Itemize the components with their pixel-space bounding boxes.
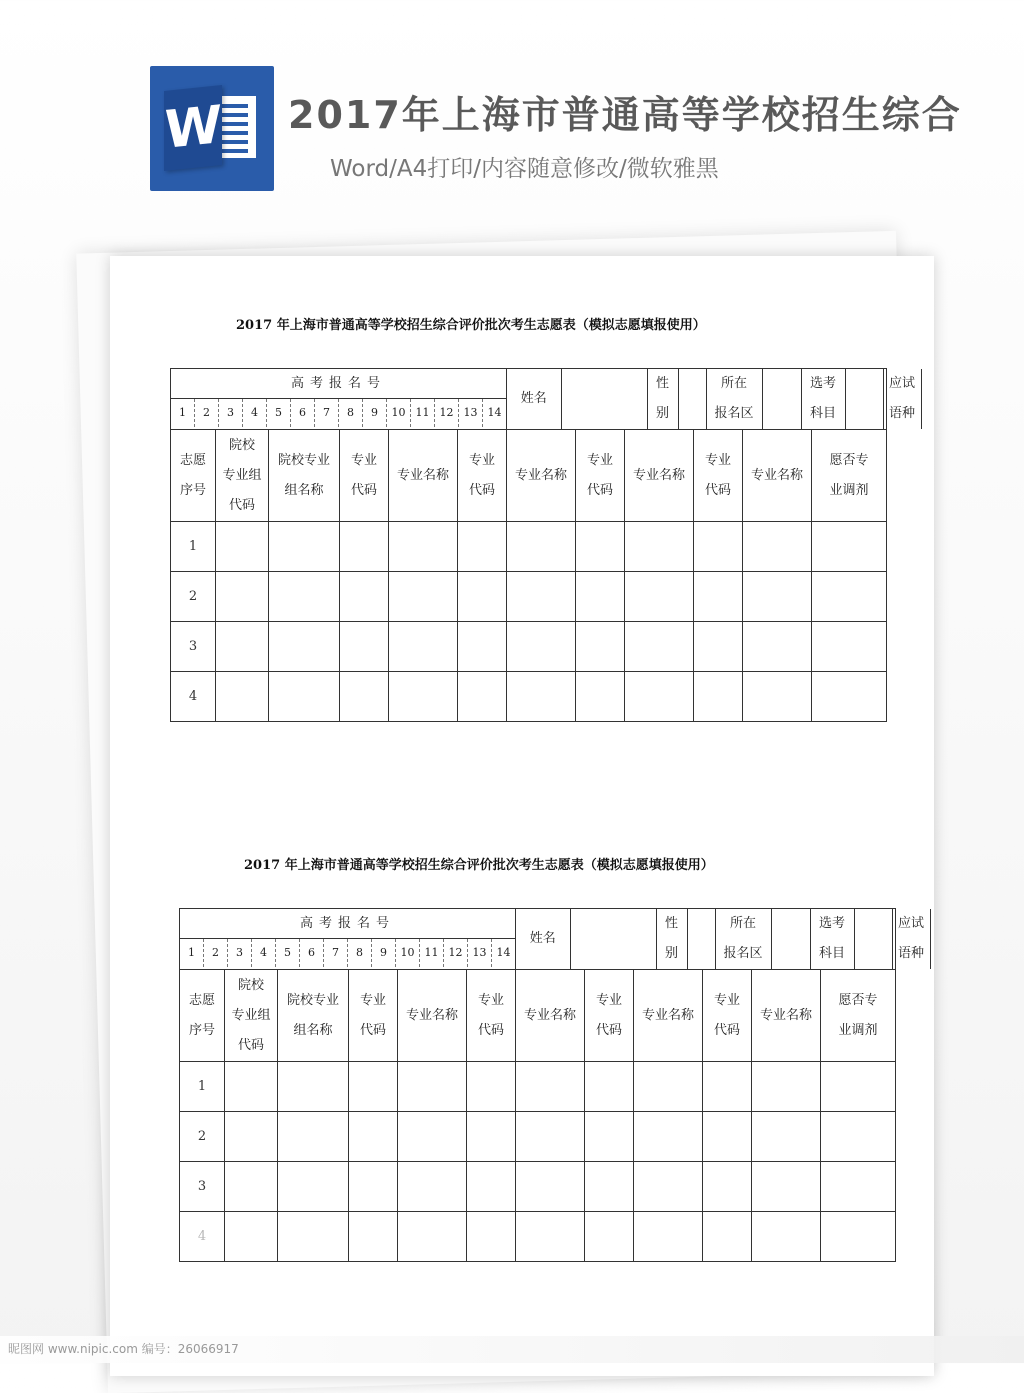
form-input-cell[interactable] <box>821 1212 896 1262</box>
exam-number-digit-boxes[interactable] <box>171 399 506 427</box>
form-input-cell[interactable] <box>507 622 576 672</box>
form-title: 2017 年上海市普通高等学校招生综合评价批次考生志愿表（模拟志愿填报使用） <box>236 318 706 333</box>
form-input-cell[interactable] <box>743 672 812 722</box>
col-major-name-header: 专业名称 <box>507 430 576 522</box>
form-input-cell[interactable] <box>398 1112 467 1162</box>
exam-digit-box[interactable]: 2 <box>204 939 228 967</box>
exam-digit-box[interactable]: 11 <box>420 939 444 967</box>
word-letter: W <box>164 85 222 171</box>
exam-digit-box[interactable]: 2 <box>195 399 219 427</box>
exam-digit-box[interactable]: 3 <box>228 939 252 967</box>
applicant-details-cell <box>516 909 924 970</box>
subject-input[interactable] <box>845 369 883 429</box>
district-label: 所在 报名区 <box>706 369 762 429</box>
district-input[interactable] <box>762 369 801 429</box>
exam-number-digit-boxes[interactable] <box>180 939 515 967</box>
form-input-cell[interactable] <box>752 1062 821 1112</box>
col-group-code-header: 院校 专业组 代码 <box>216 430 269 522</box>
exam-digit-box[interactable]: 10 <box>387 399 411 427</box>
form-input-cell[interactable] <box>467 1162 516 1212</box>
gender-input[interactable] <box>678 369 706 429</box>
form-input-cell[interactable] <box>694 622 743 672</box>
exam-digit-box[interactable]: 6 <box>291 399 315 427</box>
exam-digit-box[interactable]: 9 <box>372 939 396 967</box>
form-input-cell[interactable] <box>349 1212 398 1262</box>
table-row <box>171 672 887 722</box>
form-input-cell[interactable] <box>812 572 887 622</box>
exam-digit-box[interactable]: 12 <box>435 399 459 427</box>
exam-digit-box[interactable]: 11 <box>411 399 435 427</box>
form-input-cell[interactable] <box>278 1112 349 1162</box>
form-input-cell[interactable] <box>703 1112 752 1162</box>
form-input-cell[interactable] <box>585 1212 634 1262</box>
form-input-cell[interactable] <box>625 522 694 572</box>
col-major-code-header: 专业 代码 <box>694 430 743 522</box>
col-major-name-header: 专业名称 <box>625 430 694 522</box>
exam-digit-box[interactable]: 7 <box>324 939 348 967</box>
col-seq-header: 志愿 序号 <box>171 430 216 522</box>
exam-digit-box[interactable]: 13 <box>468 939 492 967</box>
form-input-cell[interactable] <box>634 1212 703 1262</box>
col-major-code-header: 专业 代码 <box>467 970 516 1062</box>
form-input-cell[interactable] <box>821 1112 896 1162</box>
form-input-cell[interactable] <box>576 622 625 672</box>
form-input-cell[interactable] <box>516 1062 585 1112</box>
form-input-cell[interactable] <box>634 1162 703 1212</box>
name-label: 姓名 <box>516 909 570 969</box>
subject-label: 选考 科目 <box>801 369 845 429</box>
name-input[interactable] <box>561 369 647 429</box>
row-seq-number: 1 <box>180 1062 225 1112</box>
exam-digit-box[interactable]: 14 <box>496 946 511 959</box>
form-input-cell[interactable] <box>821 1162 896 1212</box>
col-major-name-header: 专业名称 <box>516 970 585 1062</box>
watermark-text: 昵图网 www.nipic.com 编号：26066917 <box>8 1342 239 1356</box>
form-input-cell[interactable] <box>467 1112 516 1162</box>
form-input-cell[interactable] <box>694 522 743 572</box>
row-seq-number: 4 <box>171 672 216 722</box>
form-input-cell[interactable] <box>398 1212 467 1262</box>
form-input-cell[interactable] <box>349 1112 398 1162</box>
form-input-cell[interactable] <box>340 672 389 722</box>
table-row <box>180 1212 896 1262</box>
form-input-cell[interactable] <box>216 572 269 622</box>
col-major-code-header: 专业 代码 <box>340 430 389 522</box>
form-input-cell[interactable] <box>703 1162 752 1212</box>
form-input-cell[interactable] <box>216 622 269 672</box>
row-seq-number: 3 <box>180 1162 225 1212</box>
form-input-cell[interactable] <box>625 672 694 722</box>
gender-label: 性 别 <box>647 369 678 429</box>
col-major-name-header: 专业名称 <box>743 430 812 522</box>
table-row <box>171 522 887 572</box>
form-input-cell[interactable] <box>225 1112 278 1162</box>
col-major-code-header: 专业 代码 <box>703 970 752 1062</box>
col-major-name-header: 专业名称 <box>752 970 821 1062</box>
form-input-cell[interactable] <box>585 1162 634 1212</box>
form-input-cell[interactable] <box>389 522 458 572</box>
row-seq-number: 4 <box>180 1212 225 1262</box>
exam-number-cell[interactable] <box>171 369 507 430</box>
column-header-row <box>171 430 887 522</box>
exam-number-label: 高考报名号 <box>171 369 506 399</box>
form-input-cell[interactable] <box>634 1062 703 1112</box>
district-label: 所在 报名区 <box>715 909 771 969</box>
form-input-cell[interactable] <box>269 522 340 572</box>
form-input-cell[interactable] <box>694 672 743 722</box>
exam-digit-box[interactable]: 4 <box>252 939 276 967</box>
col-adjust-header: 愿否专 业调剂 <box>821 970 896 1062</box>
form-input-cell[interactable] <box>389 622 458 672</box>
table-row <box>171 622 887 672</box>
form-input-cell[interactable] <box>576 572 625 622</box>
form-input-cell[interactable] <box>812 522 887 572</box>
subject-label: 选考 科目 <box>810 909 854 969</box>
col-major-code-header: 专业 代码 <box>576 430 625 522</box>
col-major-code-header: 专业 代码 <box>458 430 507 522</box>
form-input-cell[interactable] <box>398 1162 467 1212</box>
form-input-cell[interactable] <box>516 1112 585 1162</box>
exam-digit-box[interactable]: 3 <box>219 399 243 427</box>
language-input[interactable] <box>921 369 937 429</box>
exam-digit-box[interactable]: 1 <box>180 939 204 967</box>
form-input-cell[interactable] <box>225 1162 278 1212</box>
form-input-cell[interactable] <box>467 1212 516 1262</box>
form-input-cell[interactable] <box>743 572 812 622</box>
application-form-table <box>179 908 924 1262</box>
form-input-cell[interactable] <box>269 672 340 722</box>
form-input-cell[interactable] <box>349 1062 398 1112</box>
form-input-cell[interactable] <box>389 672 458 722</box>
exam-digit-box[interactable]: 9 <box>363 399 387 427</box>
form-title: 2017 年上海市普通高等学校招生综合评价批次考生志愿表（模拟志愿填报使用） <box>244 858 714 873</box>
form-input-cell[interactable] <box>216 672 269 722</box>
form-input-cell[interactable] <box>585 1112 634 1162</box>
exam-digit-box[interactable]: 13 <box>459 399 483 427</box>
col-major-code-header: 专业 代码 <box>585 970 634 1062</box>
exam-digit-box[interactable]: 12 <box>444 939 468 967</box>
exam-digit-box[interactable]: 8 <box>339 399 363 427</box>
col-major-name-header: 专业名称 <box>634 970 703 1062</box>
application-form-table <box>170 368 915 722</box>
form-input-cell[interactable] <box>458 572 507 622</box>
form-input-cell[interactable] <box>516 1162 585 1212</box>
col-group-name-header: 院校专业 组名称 <box>269 430 340 522</box>
form-input-cell[interactable] <box>340 522 389 572</box>
row-seq-number: 2 <box>171 572 216 622</box>
row-seq-number: 2 <box>180 1112 225 1162</box>
applicant-details-cell <box>507 369 915 430</box>
form-input-cell[interactable] <box>812 622 887 672</box>
form-input-cell[interactable] <box>467 1062 516 1112</box>
form-input-cell[interactable] <box>703 1062 752 1112</box>
table-row <box>180 1162 896 1212</box>
exam-number-cell[interactable] <box>180 909 516 970</box>
row-seq-number: 3 <box>171 622 216 672</box>
exam-number-label: 高考报名号 <box>180 909 515 939</box>
col-group-name-header: 院校专业 组名称 <box>278 970 349 1062</box>
form-input-cell[interactable] <box>634 1112 703 1162</box>
form-input-cell[interactable] <box>576 672 625 722</box>
form-input-cell[interactable] <box>507 572 576 622</box>
form-input-cell[interactable] <box>389 572 458 622</box>
form-input-cell[interactable] <box>225 1212 278 1262</box>
form-input-cell[interactable] <box>821 1062 896 1112</box>
form-input-cell[interactable] <box>703 1212 752 1262</box>
form-input-cell[interactable] <box>507 672 576 722</box>
form-input-cell[interactable] <box>812 672 887 722</box>
form-input-cell[interactable] <box>340 622 389 672</box>
exam-digit-box[interactable]: 5 <box>267 399 291 427</box>
form-input-cell[interactable] <box>625 622 694 672</box>
exam-digit-box[interactable]: 1 <box>171 399 195 427</box>
form-input-cell[interactable] <box>269 572 340 622</box>
col-adjust-header: 愿否专 业调剂 <box>812 430 887 522</box>
form-input-cell[interactable] <box>585 1062 634 1112</box>
form-input-cell[interactable] <box>516 1212 585 1262</box>
form-input-cell[interactable] <box>743 622 812 672</box>
col-major-code-header: 专业 代码 <box>349 970 398 1062</box>
col-seq-header: 志愿 序号 <box>180 970 225 1062</box>
form-input-cell[interactable] <box>458 622 507 672</box>
col-major-name-header: 专业名称 <box>398 970 467 1062</box>
form-input-cell[interactable] <box>216 522 269 572</box>
form-input-cell[interactable] <box>349 1162 398 1212</box>
exam-digit-box[interactable]: 10 <box>396 939 420 967</box>
form-input-cell[interactable] <box>225 1062 278 1112</box>
subject-input[interactable] <box>854 909 892 969</box>
table-row <box>180 1062 896 1112</box>
table-row <box>171 572 887 622</box>
exam-digit-box[interactable]: 6 <box>300 939 324 967</box>
exam-digit-box[interactable]: 7 <box>315 399 339 427</box>
name-label: 姓名 <box>507 369 561 429</box>
form-input-cell[interactable] <box>694 572 743 622</box>
form-input-cell[interactable] <box>576 522 625 572</box>
column-header-row <box>180 970 896 1062</box>
exam-digit-box[interactable]: 4 <box>243 399 267 427</box>
form-input-cell[interactable] <box>752 1112 821 1162</box>
form-input-cell[interactable] <box>398 1062 467 1112</box>
form-input-cell[interactable] <box>507 522 576 572</box>
form-input-cell[interactable] <box>458 672 507 722</box>
form-input-cell[interactable] <box>278 1212 349 1262</box>
district-input[interactable] <box>771 909 810 969</box>
name-input[interactable] <box>570 909 656 969</box>
col-major-name-header: 专业名称 <box>389 430 458 522</box>
form-input-cell[interactable] <box>752 1162 821 1212</box>
form-input-cell[interactable] <box>278 1062 349 1112</box>
table-row <box>180 1112 896 1162</box>
exam-digit-box[interactable]: 14 <box>487 406 502 419</box>
row-seq-number: 1 <box>171 522 216 572</box>
applicant-info-row <box>171 369 887 430</box>
page-title: 2017年上海市普通高等学校招生综合 <box>288 93 962 137</box>
exam-digit-box[interactable]: 5 <box>276 939 300 967</box>
page-subtitle: Word/A4打印/内容随意修改/微软雅黑 <box>330 156 719 182</box>
col-group-code-header: 院校 专业组 代码 <box>225 970 278 1062</box>
word-logo-icon <box>150 66 274 191</box>
form-input-cell[interactable] <box>625 572 694 622</box>
language-label: 应试 语种 <box>892 909 930 969</box>
gender-label: 性 别 <box>656 909 687 969</box>
form-input-cell[interactable] <box>269 622 340 672</box>
language-input[interactable] <box>930 909 946 969</box>
form-input-cell[interactable] <box>278 1162 349 1212</box>
applicant-info-row <box>180 909 896 970</box>
gender-input[interactable] <box>687 909 715 969</box>
exam-digit-box[interactable]: 8 <box>348 939 372 967</box>
form-input-cell[interactable] <box>340 572 389 622</box>
form-input-cell[interactable] <box>752 1212 821 1262</box>
form-input-cell[interactable] <box>743 522 812 572</box>
language-label: 应试 语种 <box>883 369 921 429</box>
form-input-cell[interactable] <box>458 522 507 572</box>
